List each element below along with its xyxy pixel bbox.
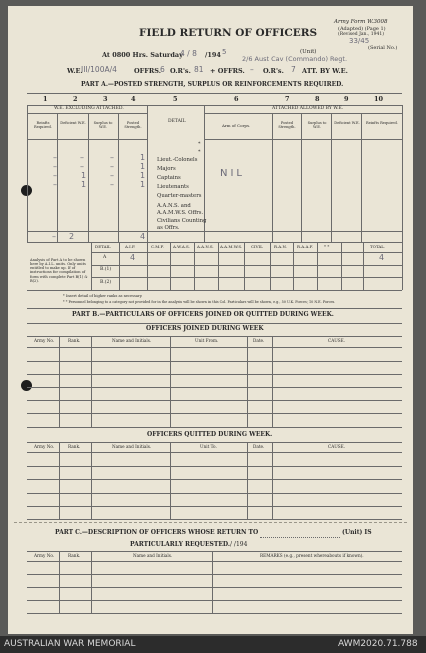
reinfts-required-attached-header: Reinfts Required. (366, 121, 398, 125)
analysis-note: Analysis of Part A to be shown here by A.I.L. units. Only units entitled to make up. If of instructions for compilation of form with complete Part B(1) & B(2). (30, 258, 88, 283)
rank-label: A.A.N.S. and (157, 203, 191, 209)
part-c-line1: PART C.—DESCRIPTION OF OFFICERS WHOSE RETURN TO (55, 529, 259, 536)
form-page (8, 6, 413, 634)
dash-entry: – (53, 162, 57, 171)
analysis-row-label: B.(2) (100, 280, 112, 285)
surplus-we-header: Surplus to W.E. (93, 121, 113, 129)
footer-institution: AUSTRALIAN WAR MEMORIAL (4, 639, 136, 649)
part-a-title: PART A.—POSTED STRENGTH, SURPLUS OR REINFORCEMENTS REQUIRED. (81, 81, 344, 88)
offrs-attached-value: – (250, 65, 254, 74)
dash-entry: – (53, 153, 57, 162)
joined-unit-from-header: Unit From. (195, 338, 219, 343)
part-c-army-no-header: Army No. (34, 553, 55, 558)
col-number: 10 (374, 95, 384, 103)
dash-entry: – (53, 171, 57, 180)
col-number: 4 (131, 95, 136, 103)
surplus-we-attached-header: Surplus to W.E. (307, 121, 327, 129)
quitted-name-header: Name and Initials. (112, 444, 152, 449)
unit-label: (Unit) (300, 49, 317, 55)
posted-strength-header: Posted Strength. (124, 121, 142, 129)
analysis-cmf-header: C.M.F. (151, 244, 164, 249)
quitted-cause-header: CAUSE. (328, 444, 346, 449)
quitted-date-header: Date. (253, 444, 265, 449)
at-hrs-label: At 0800 Hrs. Saturday (102, 51, 183, 59)
analysis-other-header: * * (324, 244, 330, 249)
we-excluding-header: W.E. EXCLUDING ATTACHED. (54, 106, 124, 111)
analysis-civil-header: CIVIL (251, 244, 263, 249)
analysis-total-value: 4 (379, 253, 385, 262)
deficient-we-attached-header: Deficient W.E. (334, 121, 360, 125)
dash-entry: – (110, 153, 114, 162)
analysis-aans-header: A.A.N.S. (197, 244, 214, 249)
posted-strength-attached-header: Posted Strength. (278, 121, 296, 129)
nil-entry: NIL (220, 168, 246, 179)
ors-attached-value: 7 (291, 65, 296, 74)
punch-hole-bottom (21, 380, 32, 391)
rank-label: Lieut.-Colonels (157, 157, 198, 163)
rank-label: A.A.M.W.S. Offrs. (157, 210, 204, 216)
one-entry: 1 (140, 153, 146, 162)
footer-bar (0, 636, 426, 653)
rank-label: Quarter-masters (157, 193, 202, 199)
deficient-we-header: Deficient W.E. (60, 121, 86, 125)
joined-army-no-header: Army No. (34, 338, 55, 343)
analysis-raaf-header: R.A.A.F. (297, 244, 314, 249)
we-label: W.E. (67, 67, 83, 75)
ors-attached-label: O.R's. (263, 67, 284, 75)
dash-entry: – (80, 162, 84, 171)
dash-entry: – (53, 180, 57, 189)
quitted-army-no-header: Army No. (34, 444, 55, 449)
analysis-row-label: A (103, 255, 107, 260)
serial-number-label: (Serial No.) (368, 45, 398, 51)
att-by-we-label: ATT. BY W.E. (302, 67, 348, 75)
dash-entry: – (110, 162, 114, 171)
part-c-remarks-header: REMARKS (e.g., present whereabouts if known). (260, 553, 364, 558)
one-entry: 1 (81, 180, 87, 189)
col-number: 2 (73, 95, 78, 103)
rank-label: as Offrs. (157, 225, 180, 231)
joined-name-header: Name and Initials. (112, 338, 152, 343)
dash-entry: – (110, 180, 114, 189)
total-reinfts: – (52, 232, 56, 241)
one-entry: 1 (140, 180, 146, 189)
serial-number-value: 33/45 (349, 37, 370, 45)
offrs-attached-label: + OFFRS. (210, 67, 245, 75)
form-title: FIELD RETURN OF OFFICERS (139, 27, 318, 39)
joined-cause-header: CAUSE. (328, 338, 346, 343)
rank-label: Lieutenants (157, 184, 189, 190)
star-mark: * (198, 149, 201, 155)
one-entry: 1 (140, 171, 146, 180)
dash-entry: – (110, 171, 114, 180)
revised-label: (Revised Jan., 1941) (338, 32, 384, 37)
col-number: 7 (285, 95, 290, 103)
footer-accession-number: AWM2020.71.788 (338, 639, 418, 649)
col-number: 8 (315, 95, 320, 103)
col-number: 1 (43, 95, 48, 103)
col-number: 9 (344, 95, 349, 103)
year-value: 5 (222, 48, 227, 56)
attached-allowed-header: ATTACHED ALLOWED BY W.E. (272, 106, 344, 111)
quitted-unit-to-header: Unit To. (200, 444, 217, 449)
rank-label: Majors (157, 166, 176, 172)
we-value: III/100A/4 (81, 65, 117, 74)
one-entry: 1 (140, 162, 146, 171)
unit-value: 2/6 Aust Cav (Commando) Regt. (242, 55, 348, 63)
col-number: 6 (234, 95, 239, 103)
arm-of-corps-header: Arm of Corps. (222, 123, 251, 128)
adapted-label: (Adapted) (Page 1) (338, 26, 386, 32)
total-deficient: 2 (69, 232, 75, 241)
quitted-rank-header: Rank. (68, 444, 81, 449)
part-c-rank-header: Rank. (68, 553, 81, 558)
col-number: 5 (173, 95, 178, 103)
reinfts-required-header: Reinfts Required. (34, 121, 52, 129)
part-c-name-header: Name and Initials. (133, 553, 173, 558)
dash-entry: – (80, 153, 84, 162)
analysis-ran-header: R.A.N. (274, 244, 287, 249)
footnote-categories: * * Personnel belonging to a category not provided for in the analysis will be shown in this Col. Particulars will be shown, e.g., 50 U.K. Forces; 10 N.E. Forces. (63, 300, 336, 304)
date-value: 4 / 8 (180, 49, 197, 58)
quitted-title: OFFICERS QUITTED DURING WEEK. (147, 431, 273, 438)
part-c-unit-is: (Unit) IS (342, 529, 372, 536)
analysis-aif-value: 4 (130, 253, 136, 262)
part-b-title: PART B.—PARTICULARS OF OFFICERS JOINED OR QUITTED DURING WEEK. (72, 311, 334, 318)
analysis-total-header: TOTAL. (370, 244, 386, 249)
rank-label: Civilians Counting (157, 218, 207, 224)
analysis-aif-header: A.I.F. (125, 244, 136, 249)
ors-value: 81 (194, 65, 204, 74)
detail-header: DETAIL (168, 119, 186, 124)
footnote-ranks: * Insert detail of higher ranks as necessary. (63, 294, 143, 298)
joined-title: OFFICERS JOINED DURING WEEK (146, 325, 264, 332)
year-prefix: /194 (205, 51, 221, 59)
offrs-label: OFFRS. (134, 67, 162, 75)
col-number: 3 (103, 95, 108, 103)
analysis-detail-header: DETAIL (95, 244, 111, 249)
joined-rank-header: Rank. (68, 338, 81, 343)
total-posted: 4 (140, 232, 146, 241)
army-form-label: Army Form W.3008 (334, 19, 388, 25)
star-mark: * (198, 141, 201, 147)
analysis-row-label: B.(1) (100, 267, 112, 272)
joined-date-header: Date. (253, 338, 265, 343)
analysis-awas-header: A.W.A.S. (173, 244, 190, 249)
one-entry: 1 (81, 171, 87, 180)
offrs-value: 6 (160, 65, 165, 74)
analysis-aamws-header: A.A.M.W.S. (220, 244, 243, 249)
ors-label: O.R's. (170, 67, 191, 75)
part-c-date: / /194 (230, 541, 248, 548)
rank-label: Captains (157, 175, 181, 181)
part-c-line2: PARTICULARLY REQUESTED. (130, 541, 230, 548)
